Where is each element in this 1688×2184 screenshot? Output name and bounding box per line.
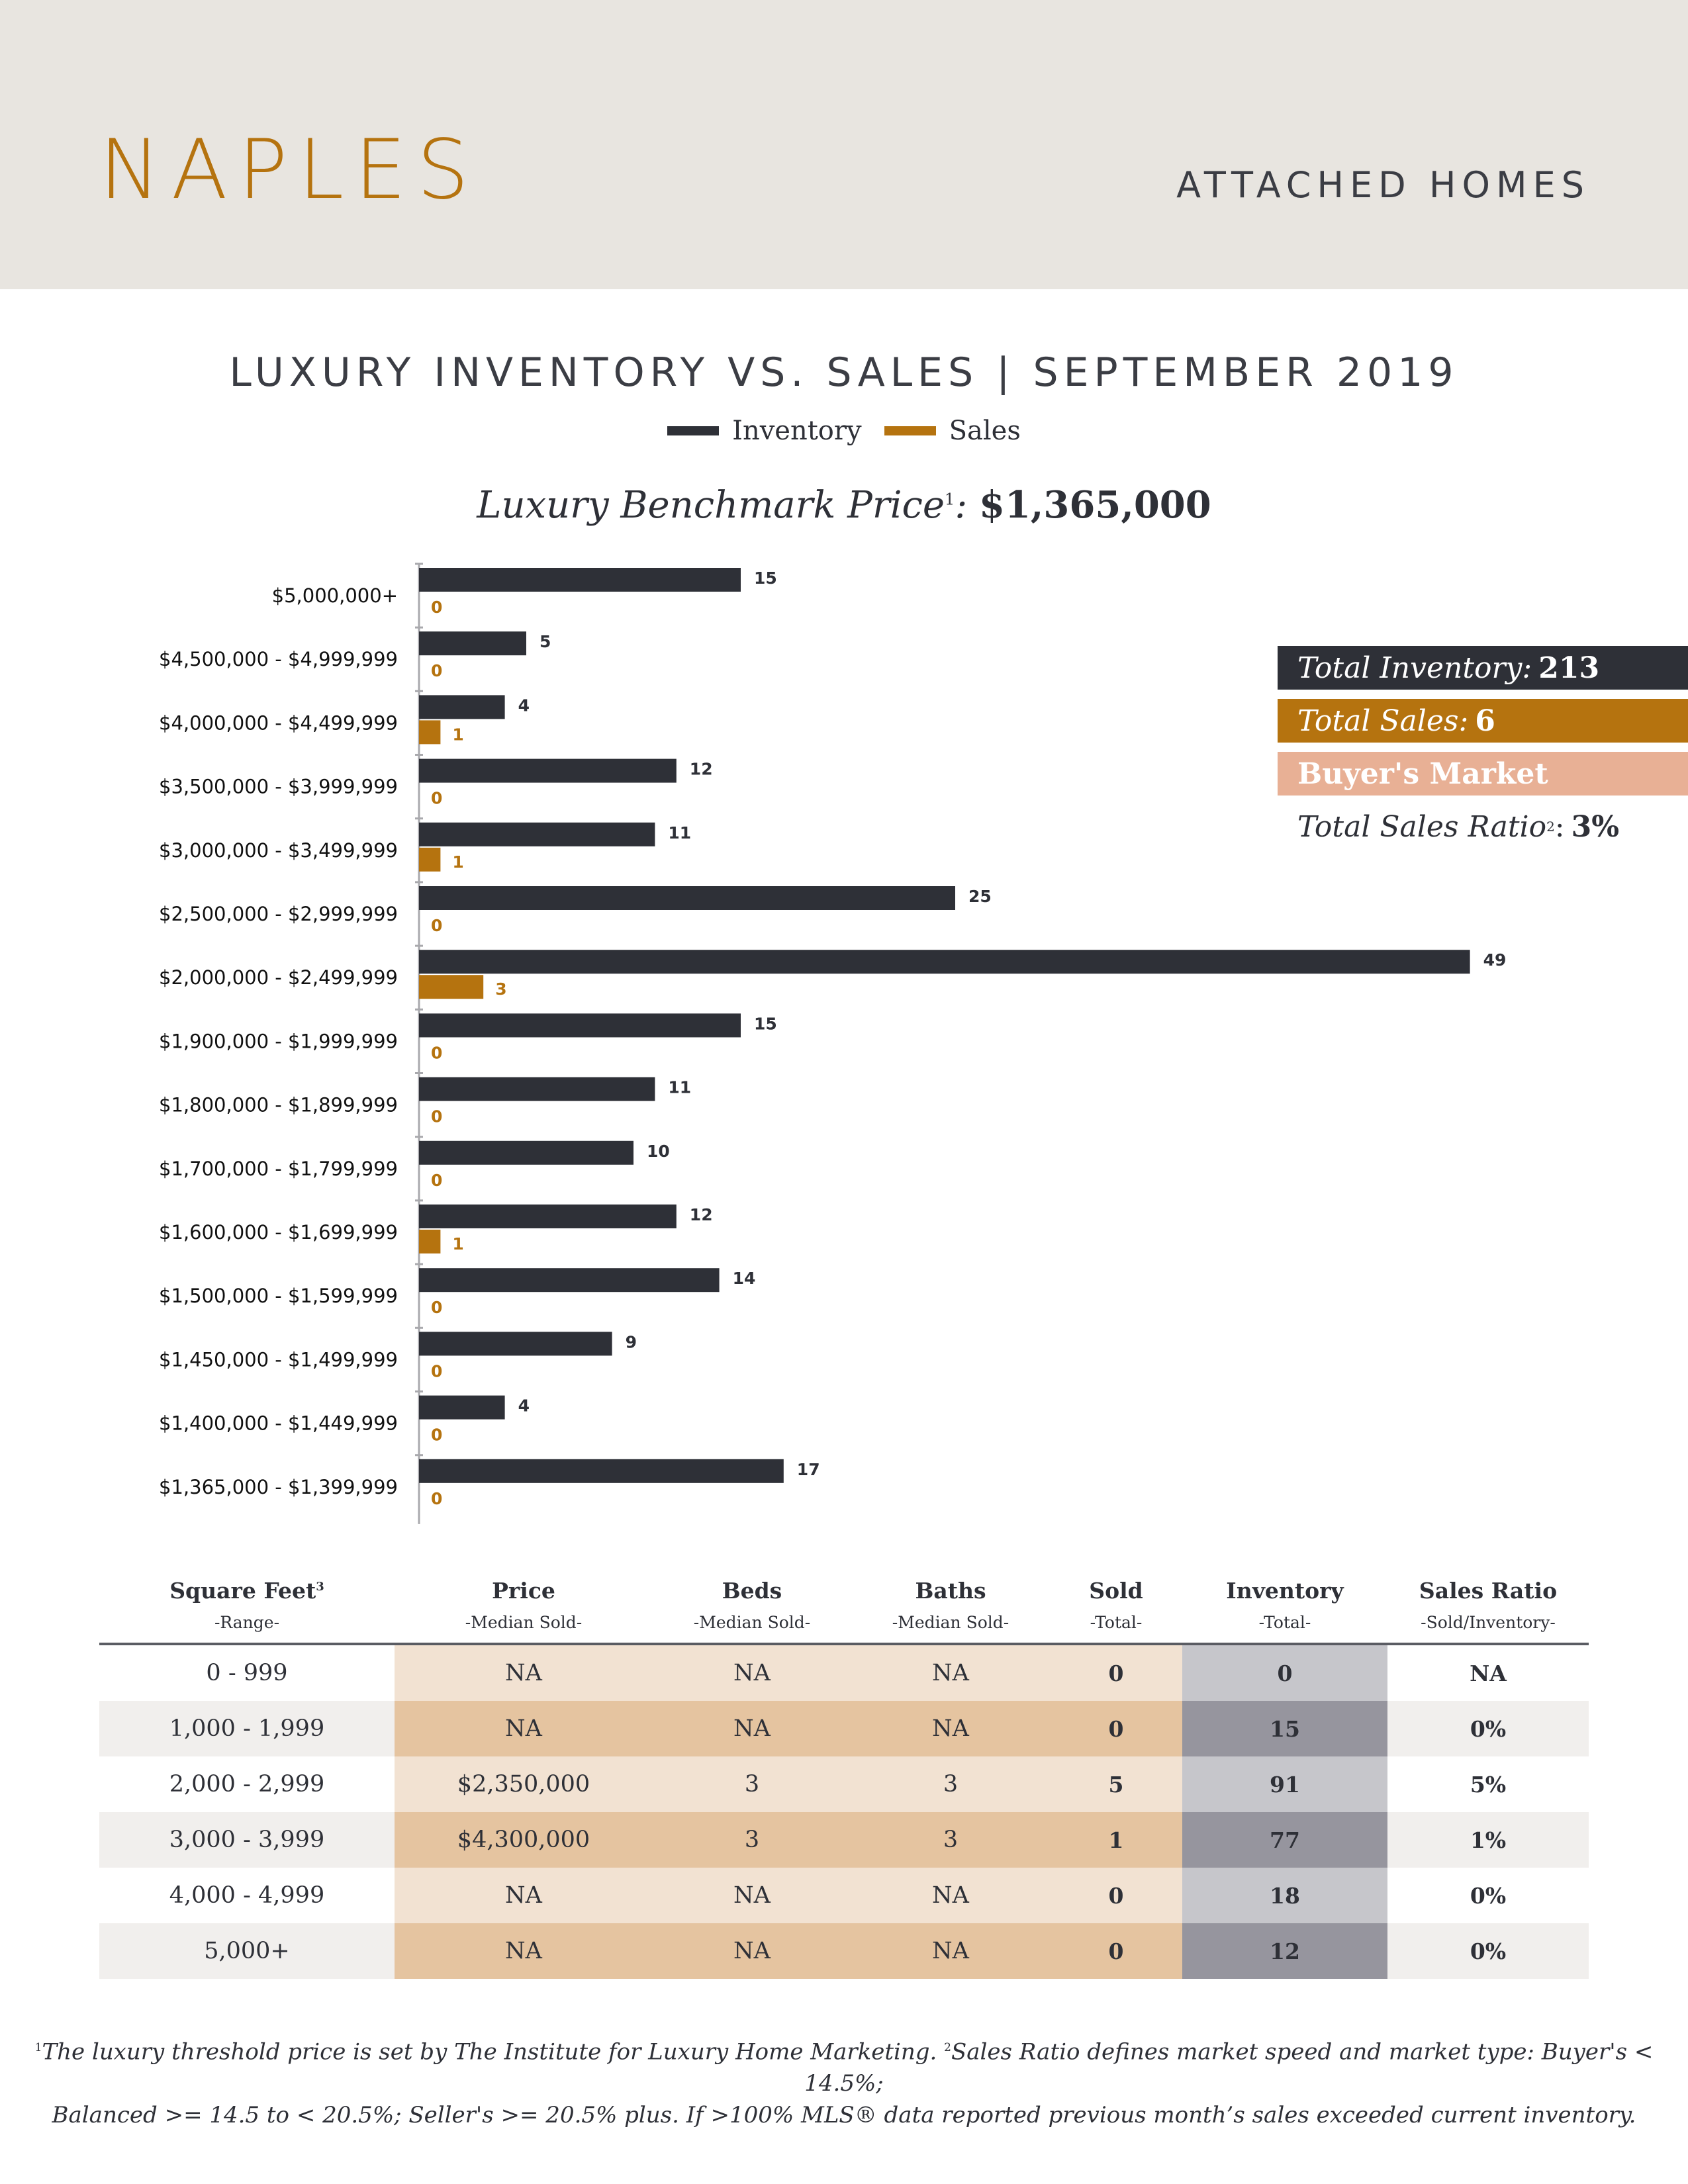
sales-bar	[419, 848, 440, 872]
y-tick-label: $4,000,000 - $4,499,999	[159, 711, 398, 735]
cell-inventory: 15	[1182, 1701, 1387, 1756]
chart-legend	[0, 416, 1688, 446]
benchmark-value: $1,365,000	[979, 483, 1211, 527]
total-sales-value: 6	[1475, 704, 1495, 738]
benchmark-footnote-mark: 1	[945, 490, 955, 509]
inventory-value-label: 4	[518, 1396, 530, 1416]
property-category: ATTACHED HOMES	[1176, 164, 1590, 206]
cell-square-feet: 4,000 - 4,999	[99, 1868, 395, 1923]
y-tick-label: $1,700,000 - $1,799,999	[159, 1157, 398, 1180]
inventory-value-label: 15	[754, 1014, 777, 1034]
legend-swatch-inventory	[667, 426, 719, 435]
inventory-bar	[419, 631, 526, 655]
sales-value-label: 0	[431, 1488, 443, 1508]
total-sales	[1278, 699, 1688, 743]
y-tick-label: $3,500,000 - $3,999,999	[159, 775, 398, 798]
footnote	[0, 2032, 1688, 2131]
square-feet-table	[99, 1574, 1589, 1979]
inventory-value-label: 15	[754, 569, 777, 588]
cell-sales-ratio: 0%	[1387, 1868, 1589, 1923]
sales-value-label: 0	[431, 1107, 443, 1126]
sales-value-label: 3	[495, 979, 507, 999]
header-beds: Beds -Median Sold-	[693, 1578, 811, 1632]
cell-sales-ratio: 5%	[1387, 1756, 1589, 1812]
sales-value-label: 0	[431, 1170, 443, 1190]
inventory-bar	[419, 1077, 655, 1101]
cell-beds: NA	[653, 1923, 851, 1979]
y-tick-label: $5,000,000+	[271, 584, 398, 607]
cell-price: NA	[395, 1701, 653, 1756]
cell-sold: 0	[1050, 1868, 1182, 1923]
total-inventory	[1278, 646, 1688, 690]
total-inventory-label: Total Inventory:	[1297, 651, 1532, 685]
cell-beds: 3	[653, 1756, 851, 1812]
cell-inventory: 77	[1182, 1812, 1387, 1868]
inventory-bar	[419, 1013, 741, 1037]
table-header-row	[99, 1574, 1589, 1644]
total-sales-ratio	[1278, 805, 1688, 848]
cell-sold: 5	[1050, 1756, 1182, 1812]
inventory-bar	[419, 950, 1470, 974]
table-row	[99, 1812, 1589, 1868]
cell-sales-ratio: 1%	[1387, 1812, 1589, 1868]
cell-beds: NA	[653, 1868, 851, 1923]
sales-bar	[419, 975, 483, 999]
inventory-bar	[419, 1459, 784, 1483]
cell-sales-ratio: 0%	[1387, 1923, 1589, 1979]
legend-item-inventory	[667, 416, 861, 446]
table-row	[99, 1756, 1589, 1812]
summary-panel	[1278, 646, 1688, 858]
inventory-value-label: 12	[689, 1205, 713, 1224]
sales-value-label: 0	[431, 1361, 443, 1381]
y-tick-label: $1,500,000 - $1,599,999	[159, 1285, 398, 1308]
sales-value-label: 1	[452, 852, 464, 872]
inventory-value-label: 11	[668, 823, 692, 842]
header-sales-ratio: Sales Ratio -Sold/Inventory-	[1419, 1578, 1558, 1632]
cell-price: NA	[395, 1923, 653, 1979]
header-banner	[0, 0, 1688, 289]
y-tick-label: $2,500,000 - $2,999,999	[159, 903, 398, 925]
footnote-line-2: Balanced >= 14.5 to < 20.5%; Seller's >= 20.5% plus. If >100% MLS® data reported previous month’s sales exceeded current inventory.	[52, 2102, 1636, 2129]
cell-inventory: 18	[1182, 1868, 1387, 1923]
footnote-line-1: $^1$The luxury threshold price is set by The Institute for Luxury Home Marketing. $^2$Sales Ratio defines market speed and market type: Buyer's < 14.5%;	[34, 2038, 1654, 2097]
y-tick-label: $3,000,000 - $3,499,999	[159, 839, 398, 862]
inventory-bar	[419, 1332, 612, 1355]
cell-square-feet: 1,000 - 1,999	[99, 1701, 395, 1756]
sales-value-label: 0	[431, 661, 443, 681]
cell-square-feet: 2,000 - 2,999	[99, 1756, 395, 1812]
y-tick-label: $1,900,000 - $1,999,999	[159, 1030, 398, 1053]
inventory-bar	[419, 695, 505, 719]
inventory-bar	[419, 1396, 505, 1420]
legend-label-inventory: Inventory	[732, 416, 862, 446]
table-row	[99, 1644, 1589, 1701]
city-title: NAPLES	[99, 122, 480, 218]
cell-square-feet: 5,000+	[99, 1923, 395, 1979]
cell-baths: NA	[851, 1923, 1050, 1979]
cell-price: $2,350,000	[395, 1756, 653, 1812]
sales-value-label: 0	[431, 1425, 443, 1445]
y-tick-label: $4,500,000 - $4,999,999	[159, 648, 398, 671]
cell-sales-ratio: 0%	[1387, 1701, 1589, 1756]
cell-beds: NA	[653, 1701, 851, 1756]
benchmark-price: Luxury Benchmark Price$^1$: $1,365,000	[477, 483, 1211, 527]
inventory-bar	[419, 568, 741, 592]
legend-label-sales: Sales	[949, 416, 1021, 446]
sales-value-label: 0	[431, 916, 443, 935]
cell-baths: NA	[851, 1868, 1050, 1923]
inventory-value-label: 9	[625, 1332, 637, 1352]
cell-sold: 1	[1050, 1812, 1182, 1868]
y-tick-label: $1,400,000 - $1,449,999	[159, 1412, 398, 1435]
inventory-bar	[419, 1205, 677, 1228]
header-price: Price -Median Sold-	[465, 1578, 583, 1632]
inventory-bar	[419, 886, 955, 910]
benchmark-label: Luxury Benchmark Price	[477, 484, 945, 527]
cell-price: NA	[395, 1868, 653, 1923]
cell-sold: 0	[1050, 1701, 1182, 1756]
cell-inventory: 12	[1182, 1923, 1387, 1979]
sales-value-label: 1	[452, 1234, 464, 1253]
inventory-value-label: 4	[518, 696, 530, 715]
header-sold: Sold -Total-	[1089, 1578, 1143, 1632]
cell-price: $4,300,000	[395, 1812, 653, 1868]
header-baths: Baths -Median Sold-	[892, 1578, 1009, 1632]
market-type-badge: Buyer's Market	[1278, 752, 1688, 796]
y-tick-label: $1,800,000 - $1,899,999	[159, 1093, 398, 1116]
table-row	[99, 1868, 1589, 1923]
inventory-value-label: 11	[668, 1077, 692, 1097]
y-tick-label: $1,600,000 - $1,699,999	[159, 1221, 398, 1244]
legend-item-sales	[884, 416, 1021, 446]
total-inventory-value: 213	[1538, 651, 1600, 685]
sales-value-label: 1	[452, 725, 464, 745]
cell-baths: 3	[851, 1756, 1050, 1812]
cell-sold: 0	[1050, 1644, 1182, 1701]
y-tick-label: $2,000,000 - $2,499,999	[159, 966, 398, 989]
sales-ratio-label: Total Sales Ratio	[1297, 809, 1547, 844]
chart-title: LUXURY INVENTORY VS. SALES | SEPTEMBER 2019	[229, 349, 1459, 396]
cell-inventory: 0	[1182, 1644, 1387, 1701]
inventory-value-label: 14	[732, 1269, 756, 1289]
inventory-value-label: 49	[1483, 950, 1507, 970]
cell-beds: 3	[653, 1812, 851, 1868]
sales-bar	[419, 720, 440, 744]
y-tick-label: $1,365,000 - $1,399,999	[159, 1475, 398, 1498]
cell-square-feet: 3,000 - 3,999	[99, 1812, 395, 1868]
sales-ratio-value: 3%	[1571, 809, 1620, 844]
cell-price: NA	[395, 1644, 653, 1701]
cell-inventory: 91	[1182, 1756, 1387, 1812]
inventory-value-label: 12	[689, 759, 713, 779]
sales-value-label: 0	[431, 788, 443, 808]
sales-ratio-footnote-mark: 2	[1546, 819, 1555, 835]
inventory-value-label: 17	[796, 1459, 820, 1479]
cell-sold: 0	[1050, 1923, 1182, 1979]
inventory-value-label: 5	[539, 632, 551, 652]
inventory-bar	[419, 1268, 720, 1292]
table-row	[99, 1923, 1589, 1979]
y-tick-label: $1,450,000 - $1,499,999	[159, 1348, 398, 1371]
header-inventory: Inventory -Total-	[1226, 1578, 1344, 1632]
table-row	[99, 1701, 1589, 1756]
inventory-bar	[419, 759, 677, 783]
cell-baths: NA	[851, 1701, 1050, 1756]
sales-value-label: 0	[431, 598, 443, 617]
legend-swatch-sales	[884, 426, 936, 435]
cell-baths: NA	[851, 1644, 1050, 1701]
sales-value-label: 0	[431, 1298, 443, 1318]
sales-ratio-colon: :	[1554, 809, 1565, 844]
cell-baths: 3	[851, 1812, 1050, 1868]
total-sales-label: Total Sales:	[1297, 704, 1469, 738]
inventory-bar	[419, 823, 655, 846]
inventory-value-label: 25	[968, 887, 992, 906]
header-square-feet: Square Feet$^3$ -Range-	[169, 1578, 324, 1632]
sales-bar	[419, 1230, 440, 1253]
cell-square-feet: 0 - 999	[99, 1644, 395, 1701]
inventory-bar	[419, 1141, 633, 1165]
inventory-value-label: 10	[647, 1141, 670, 1161]
cell-sales-ratio: NA	[1387, 1644, 1589, 1701]
sales-value-label: 0	[431, 1043, 443, 1063]
cell-beds: NA	[653, 1644, 851, 1701]
